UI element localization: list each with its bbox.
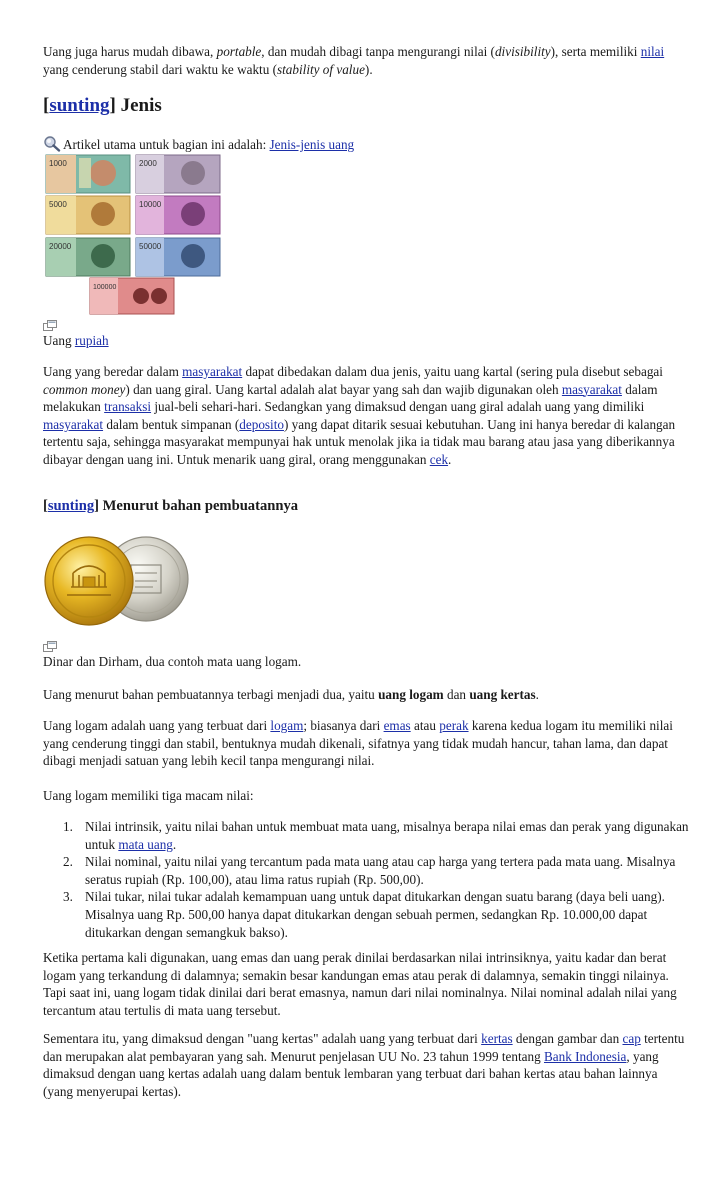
banknote-label: 2000 <box>139 159 157 168</box>
banknote-label: 1000 <box>49 159 67 168</box>
banknote-label: 50000 <box>139 242 162 251</box>
text-italic: divisibility <box>494 44 551 59</box>
text: , dan mudah dibagi tanpa mengurangi nilai ( <box>261 44 495 59</box>
paragraph-tiga-nilai: Uang logam memiliki tiga macam nilai: <box>43 788 254 803</box>
section-title: Menurut bahan pembuatannya <box>99 498 299 514</box>
banknote-5000 <box>46 196 130 234</box>
text-bold: uang logam <box>378 687 444 702</box>
list-item <box>43 818 689 853</box>
text: dalam bentuk simpanan ( <box>103 416 240 432</box>
text: dalam melakukan <box>43 381 658 415</box>
banknote-50000 <box>136 238 220 276</box>
link-masyarakat[interactable]: masyarakat <box>561 381 622 397</box>
banknote-100000 <box>90 278 174 314</box>
text: jual-beli sehari-hari. Sedangkan yang dimaksud dengan uang giral adalah uang yang dimiliki <box>151 399 645 415</box>
banknote-20000 <box>46 238 130 276</box>
text: Nilai nominal, yaitu nilai yang tercantum pada mata uang atau cap harga yang tertera pada mata uang. Misalnya seratus rupiah (Rp. 100,00), atau lima ratus rupiah (Rp. 500,00). <box>85 854 676 887</box>
banknote-label: 20000 <box>49 242 72 251</box>
text: atau <box>410 718 440 733</box>
list-number: 1. <box>63 819 73 834</box>
caption-dinar-dirham: Dinar dan Dirham, dua contoh mata uang logam. <box>43 654 302 669</box>
banknote-10000 <box>136 196 220 234</box>
banknote-label: 10000 <box>139 200 162 209</box>
rupiah-banknotes-image[interactable] <box>43 154 229 316</box>
link-kertas[interactable]: kertas <box>481 1031 513 1046</box>
text: , yang dimaksud dengan uang kertas adalah uang dalam bentuk lembaran yang terbuat dari bahan kertas atau bahan lainnya (yang menyerupai kertas). <box>43 1048 659 1099</box>
bracket: [ <box>43 95 50 116</box>
caption-rupiah <box>43 332 689 350</box>
text: ; biasanya dari <box>303 718 384 733</box>
link-cap[interactable]: cap <box>622 1031 641 1046</box>
text: Uang <box>43 333 75 348</box>
link-deposito[interactable]: deposito <box>239 416 284 432</box>
text: Nilai intrinsik, yaitu nilai bahan untuk membuat mata uang, misalnya berapa nilai emas dan perak yang digunakan untuk <box>85 819 689 852</box>
text: karena kedua logam itu memiliki nilai yang cenderung tinggi dan stabil, bentuknya mudah dikenali, sifatnya yang tidak mudah hancur, tahan lama, dan dapat dibagi menjadi satuan yang lebih kecil tanpa mengurangi nilai. <box>43 718 673 769</box>
link-rupiah[interactable]: rupiah <box>74 333 109 348</box>
text: . <box>535 687 539 702</box>
main-article-note <box>43 136 689 154</box>
link-masyarakat[interactable]: masyarakat <box>182 364 243 379</box>
banknote-label: 5000 <box>49 200 67 209</box>
text: dapat dibedakan dalam dua jenis, yaitu uang kartal (sering pula disebut sebagai <box>242 364 663 379</box>
text: . <box>448 451 452 467</box>
dinar-coin <box>45 537 133 625</box>
bracket: ] <box>109 95 116 116</box>
magnifier-icon <box>43 136 63 152</box>
text: Uang juga harus mudah dibawa, <box>43 44 217 59</box>
text: ) dan uang giral. Uang kartal adalah alat bayar yang sah dan wajib digunakan oleh <box>125 381 562 397</box>
section-title: Jenis <box>115 95 162 116</box>
intro-paragraph <box>43 43 689 78</box>
list-item <box>43 853 689 888</box>
link-masyarakat[interactable]: masyarakat <box>43 416 104 432</box>
heading-menurut-bahan <box>43 497 689 515</box>
edit-link-bahan[interactable]: sunting <box>47 498 95 514</box>
text-italic: common money <box>43 381 126 397</box>
link-jenis-jenis-uang[interactable]: Jenis-jenis uang <box>269 137 355 152</box>
list-number: 2. <box>63 854 73 870</box>
text-bold: uang kertas <box>469 687 536 702</box>
link-emas[interactable]: emas <box>383 718 411 733</box>
link-cek[interactable]: cek <box>429 451 449 467</box>
text: ), serta memiliki <box>550 44 641 59</box>
text: Nilai tukar, nilai tukar adalah kemampuan uang untuk dapat ditukarkan dengan suatu barang (daya beli uang). Misalnya uang Rp. 500,00 hanya dapat ditukarkan dengan sebuah permen, sedangkan Rp. 10.000,00 dapat ditukarkan dengan semangkuk bakso). <box>85 889 665 940</box>
dinar-dirham-coins-image[interactable] <box>43 525 193 633</box>
value-types-list <box>43 818 689 941</box>
bracket: [ <box>43 498 48 514</box>
link-nilai[interactable]: nilai <box>640 44 665 59</box>
enlarge-icon[interactable] <box>43 639 57 650</box>
banknote-2000 <box>136 155 220 193</box>
link-bank-indonesia[interactable]: Bank Indonesia <box>543 1048 627 1064</box>
link-mata-uang[interactable]: mata uang <box>118 836 173 852</box>
text-italic: stability of value <box>277 61 365 77</box>
paragraph-kartal-giral <box>43 363 689 469</box>
text: ). <box>364 61 373 77</box>
link-logam[interactable]: logam <box>270 718 304 733</box>
banknote-label: 100000 <box>93 284 117 291</box>
bracket: ] <box>94 498 99 514</box>
enlarge-button-rupiah[interactable] <box>43 318 689 330</box>
enlarge-button-coins[interactable] <box>43 639 689 651</box>
link-perak[interactable]: perak <box>439 718 469 733</box>
list-item <box>43 888 689 941</box>
paragraph-nilai-intrinsik: Ketika pertama kali digunakan, uang emas dan uang perak dinilai berdasarkan nilai intrinsiknya, yaitu kadar dan berat logam yang terkandung di dalamnya; semakin besar kandungan emas atau perak di dalamnya, semakin tinggi nilainya. Tapi saat ini, uang logam tidak dinilai dari berat emasnya, namun dari nilai nominalnya. Nilai nominal adalah nilai yang tercantum atau tertulis di mata uang tersebut. <box>43 950 677 1018</box>
edit-link-jenis[interactable]: sunting <box>49 95 110 116</box>
list-number: 3. <box>63 889 73 905</box>
paragraph-uang-logam <box>43 717 689 770</box>
text: Sementara itu, yang dimaksud dengan "uang kertas" adalah uang yang terbuat dari <box>43 1031 482 1046</box>
text: . <box>172 836 177 852</box>
paragraph-bahan <box>43 686 689 704</box>
text: Uang yang beredar dalam <box>43 364 183 379</box>
link-transaksi[interactable]: transaksi <box>104 399 152 415</box>
paragraph-uang-kertas <box>43 1030 689 1100</box>
enlarge-icon[interactable] <box>43 318 57 329</box>
text: Artikel utama untuk bagian ini adalah: <box>63 137 270 152</box>
text: tertentu dan merupakan alat pembayaran yang sah. Menurut penjelasan UU No. 23 tahun 1999 tentang <box>43 1031 685 1064</box>
banknote-1000 <box>46 155 130 193</box>
text: Uang logam adalah uang yang terbuat dari <box>43 718 271 733</box>
text: dengan gambar dan <box>512 1031 623 1046</box>
text: dan <box>443 687 470 702</box>
text: ) yang dapat ditarik sesuai kebutuhan. Uang ini hanya beredar di kalangan tertentu saja, sehingga masyarakat mempunyai hak untuk menolak jika ia tidak mau barang atau jasa yang diberikannya dibayar dengan uang ini. Untuk menarik uang giral, orang menggunakan <box>43 416 676 467</box>
heading-jenis <box>43 95 689 117</box>
text: yang cenderung stabil dari waktu ke waktu ( <box>43 61 278 77</box>
text: Uang menurut bahan pembuatannya terbagi menjadi dua, yaitu <box>43 687 379 702</box>
text-italic: portable <box>216 44 262 59</box>
